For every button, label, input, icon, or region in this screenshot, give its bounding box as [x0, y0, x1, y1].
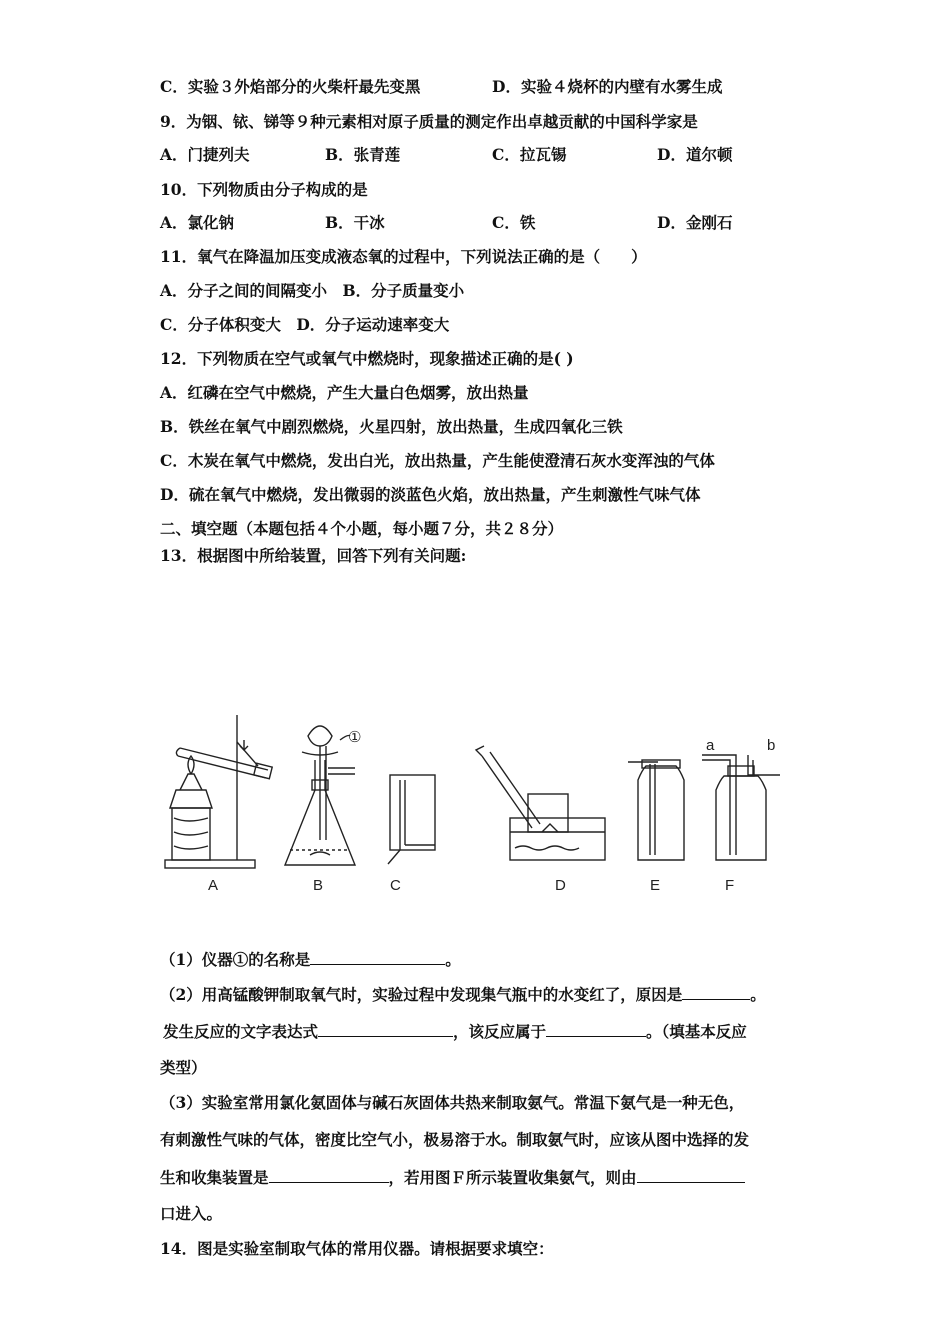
q13-part2-line2	[163, 1021, 747, 1042]
q13-part1-text: （1）仪器①的名称是	[160, 950, 311, 969]
label-circled-1: ①	[348, 729, 362, 746]
q9-option-d: D．道尔顿	[657, 145, 733, 164]
q9-option-a: A．门捷列夫	[160, 145, 250, 164]
q12-option-c: C．木炭在氧气中燃烧，发出白光，放出热量，产生能使澄清石灰水变浑浊的气体	[160, 451, 715, 470]
apparatus-c	[388, 775, 435, 864]
q14-stem: 14．图是实验室制取气体的常用仪器。请根据要求填空：	[160, 1239, 554, 1258]
q11-options-cd: C．分子体积变大 D．分子运动速率变大	[160, 315, 450, 334]
q13-part3-port-text: ，若用图Ｆ所示装置收集氨气，则由	[388, 1168, 637, 1187]
apparatus-e	[628, 760, 684, 860]
q13-part3-line4: 口进入。	[160, 1204, 223, 1223]
q13-part3-text: 生和收集装置是	[160, 1168, 269, 1187]
label-f: F	[725, 877, 735, 894]
apparatus-figure	[150, 700, 800, 910]
answer-blank-3[interactable]	[318, 1021, 453, 1037]
q13-part2-line3: 类型）	[160, 1058, 207, 1077]
label-d: D	[555, 877, 566, 894]
label-port-b: b	[767, 737, 776, 754]
q11-options-ab: A．分子之间的间隔变小 B．分子质量变小	[160, 281, 465, 300]
q13-part2-end: 。	[750, 985, 766, 1004]
q13-part2-text: （2）用高锰酸钾制取氧气时，实验过程中发现集气瓶中的水变红了，原因是	[160, 985, 683, 1004]
q10-option-a: A．氯化钠	[160, 213, 235, 232]
q12-stem: 12．下列物质在空气或氧气中燃烧时，现象描述正确的是( )	[160, 349, 574, 368]
label-port-a: a	[706, 737, 715, 754]
answer-blank-4[interactable]	[546, 1021, 646, 1037]
q9-stem: 9．为铟、铱、锑等９种元素相对原子质量的测定作出卓越贡献的中国科学家是	[160, 112, 698, 131]
q13-part3-line3	[160, 1167, 745, 1188]
q12-option-a: A．红磷在空气中燃烧，产生大量白色烟雾，放出热量	[160, 383, 529, 402]
q10-option-c: C．铁	[492, 213, 536, 232]
q8-option-d: D．实验４烧杯的内壁有水雾生成	[492, 77, 723, 96]
apparatus-d	[476, 746, 605, 860]
q13-part3-line2: 有刺激性气味的气体，密度比空气小，极易溶于水。制取氨气时，应该从图中选择的发	[160, 1130, 750, 1149]
q13-part3-line1: （3）实验室常用氯化氨固体与碱石灰固体共热来制取氨气。常温下氨气是一种无色，	[160, 1093, 745, 1112]
answer-blank-1[interactable]	[310, 949, 445, 965]
q13-part1-end: 。	[445, 950, 461, 969]
q9-option-b: B．张青莲	[325, 145, 401, 164]
apparatus-f	[702, 755, 780, 860]
section-two-heading: 二、填空题（本题包括４个小题，每小题７分，共２８分）	[160, 519, 564, 538]
q13-part2-hint: 。（填基本反应	[646, 1022, 747, 1041]
apparatus-b	[285, 726, 355, 865]
q10-stem: 10．下列物质由分子构成的是	[160, 180, 368, 199]
q13-part2-type-text: ，该反应属于	[453, 1022, 547, 1041]
answer-blank-6[interactable]	[637, 1167, 745, 1183]
label-a: A	[208, 877, 219, 894]
answer-blank-2[interactable]	[682, 984, 750, 1000]
q13-part2	[160, 984, 766, 1005]
q8-option-c: C．实验３外焰部分的火柴杆最先变黑	[160, 77, 421, 96]
q9-option-c: C．拉瓦锡	[492, 145, 567, 164]
label-e: E	[650, 877, 661, 894]
q12-option-b: B．铁丝在氧气中剧烈燃烧，火星四射，放出热量，生成四氧化三铁	[160, 417, 623, 436]
q13-part1	[160, 949, 461, 970]
q11-stem: 11．氧气在降温加压变成液态氧的过程中，下列说法正确的是（ ）	[160, 247, 647, 266]
q12-option-d: D．硫在氧气中燃烧，发出微弱的淡蓝色火焰，放出热量，产生刺激性气味气体	[160, 485, 701, 504]
q10-option-b: B．干冰	[325, 213, 385, 232]
answer-blank-5[interactable]	[269, 1167, 389, 1183]
apparatus-a	[165, 715, 272, 868]
q10-option-d: D．金刚石	[657, 213, 733, 232]
label-b: B	[313, 877, 324, 894]
q13-stem: 13．根据图中所给装置，回答下列有关问题:	[160, 546, 467, 565]
label-c: C	[390, 877, 401, 894]
q13-part2-expr-text: 发生反应的文字表达式	[163, 1022, 319, 1041]
